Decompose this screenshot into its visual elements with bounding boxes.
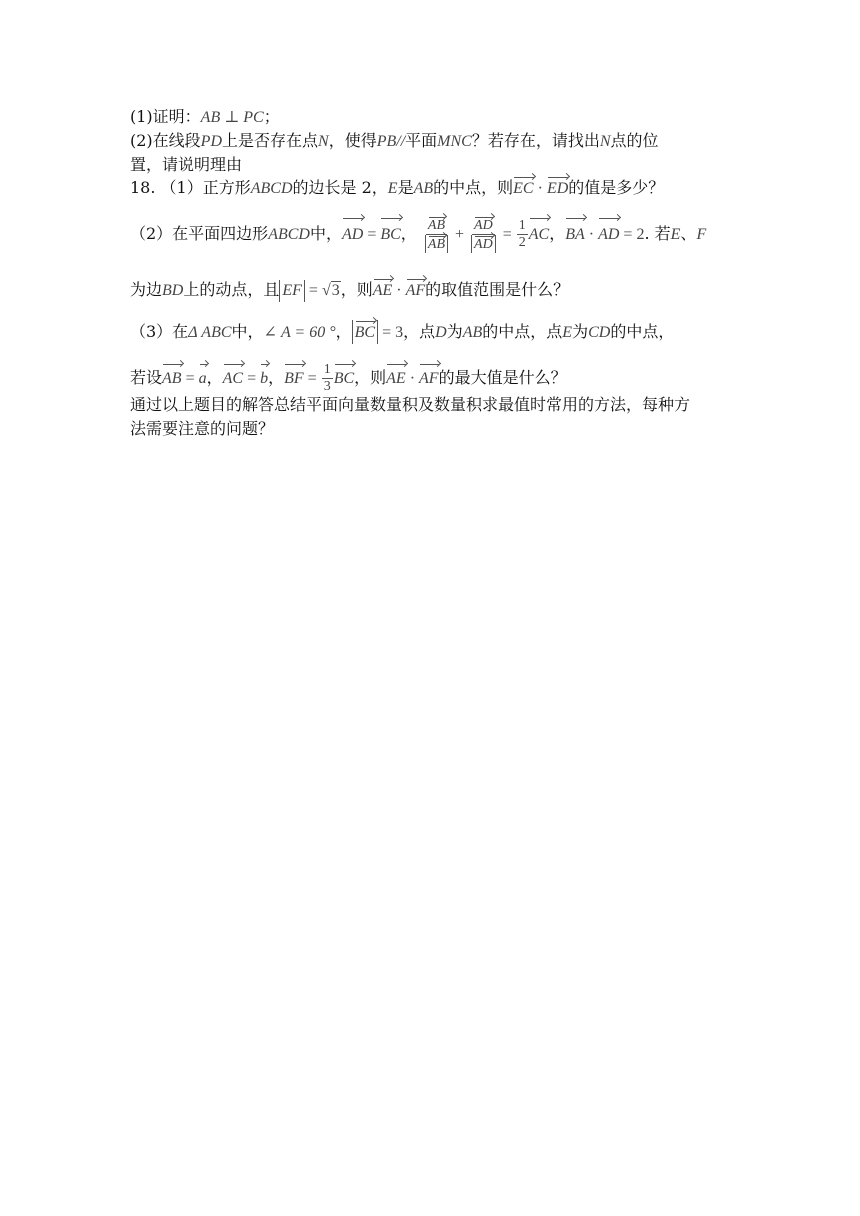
q18-part3-line2-c: 的最大值是什么？: [438, 368, 567, 387]
q18-part2-t2: . 若: [644, 224, 671, 243]
fraction-numerator: AD: [474, 218, 493, 233]
comma: ，: [268, 368, 285, 387]
fraction-denominator: 2: [518, 235, 526, 250]
comma: ，: [400, 224, 417, 243]
q17-part2-par: //: [396, 133, 406, 150]
segment-ab: AB: [462, 324, 483, 341]
q18-part3-t3: 为: [446, 322, 463, 341]
comma: ，: [549, 224, 566, 243]
angle-a: ∠ A = 60 °: [263, 324, 336, 341]
q17-part2-mnc: MNC: [437, 133, 472, 150]
q18-part1-t2: 是: [397, 178, 414, 197]
equals-sign: =: [303, 370, 321, 387]
q18-part1-t4: 的值是多少？: [568, 178, 665, 197]
q17-part1-label: (1)证明：: [130, 107, 201, 126]
equals-sign: =: [498, 226, 516, 243]
q18-part1-t3: 的中点，则: [433, 178, 514, 197]
q18-part3-line2-b: ，则: [354, 368, 387, 387]
dot-operator: ·: [533, 180, 547, 197]
vector-ac: AC: [223, 363, 243, 393]
point-f: F: [696, 226, 707, 243]
comma: ，: [335, 322, 352, 341]
q17-part2-t2: ，使得: [328, 131, 377, 150]
q18-part2-line2-a: 为边: [130, 280, 163, 299]
q17-part2-cont: 置，请说明理由: [130, 155, 243, 174]
q17-part1-line: [130, 106, 280, 129]
abs-ef: EF: [279, 280, 305, 302]
q17-part2-seg: PD: [200, 133, 222, 150]
q18-part3-t5: 为: [572, 322, 589, 341]
q18-part2-line: [130, 216, 706, 253]
q18-part3-line: [130, 320, 674, 344]
q18-part2-line2-d: 的取值范围是什么？: [425, 280, 570, 299]
q18-part1-line: [130, 176, 664, 200]
q18-part3-t4: 的中点，点: [482, 322, 563, 341]
vector-bf: BF: [284, 363, 304, 393]
comma: ，: [206, 368, 223, 387]
q18-part3-t6: 的中点，: [610, 322, 675, 341]
q17-part2-t3: 平面: [405, 131, 438, 150]
point-e: E: [670, 226, 681, 243]
dot-operator: ·: [584, 226, 599, 243]
dot-operator: ·: [392, 282, 406, 299]
q18-part3-label: （3）在: [130, 322, 189, 341]
plus-sign: +: [451, 226, 469, 243]
vector-ad: AD: [598, 217, 619, 251]
sqrt-radicand: 3: [331, 282, 340, 299]
equals-sign: =: [181, 370, 199, 387]
q17-part1-end: ；: [263, 107, 280, 126]
segment-bd: BD: [162, 282, 184, 299]
q18-part1-t1: 的边长是 2，: [292, 178, 388, 197]
vector-ae: AE: [373, 278, 393, 302]
fraction-numerator: AB: [427, 218, 446, 233]
vector-ab: AB: [162, 363, 182, 393]
point-d: D: [435, 324, 447, 341]
q18-part2-line2-c: ，则: [340, 280, 373, 299]
q18-part3-t2: ，点: [403, 322, 436, 341]
q18-part3-line2-a: 若设: [130, 368, 163, 387]
q18-part1-ab: AB: [413, 180, 434, 197]
dot-operator: ·: [405, 370, 420, 387]
fraction-ad-over-abs-ad: [469, 216, 498, 253]
abs-vector-bc: BC: [355, 320, 375, 344]
vector-ad: AD: [342, 217, 363, 251]
segment-cd: CD: [588, 324, 611, 341]
q17-part2-pb: PB: [376, 133, 397, 150]
equals-sign: =: [363, 226, 381, 243]
q18-part1-e: E: [387, 180, 398, 197]
q17-part2-line: [130, 130, 659, 153]
q18-part2-line2: [130, 278, 569, 302]
triangle-abc: Δ ABC: [188, 324, 232, 341]
summary-line-1: 通过以上题目的解答总结平面向量数量积及数量积求最值时常用的方法，每种方: [130, 395, 691, 414]
q17-part2-label: (2)在线段: [130, 131, 201, 150]
fraction-numerator: 1: [518, 218, 526, 233]
fraction-denominator: 3: [323, 379, 331, 394]
summary-line-2: 法需要注意的问题？: [130, 419, 275, 438]
fraction-one-half: [517, 218, 528, 251]
q18-part1-abcd: ABCD: [250, 180, 293, 197]
q17-part2-t5: 点的位: [610, 131, 659, 150]
separator: 、: [680, 224, 697, 243]
vector-ec: EC: [513, 176, 533, 200]
q18-part1-label: （1）正方形: [160, 178, 251, 197]
fraction-numerator: 1: [323, 362, 331, 377]
fraction-denominator: AD: [474, 237, 493, 252]
vector-bc: BC: [334, 363, 354, 393]
fraction-one-third: [322, 362, 333, 395]
q17-part2-pt: N: [318, 133, 329, 150]
fraction-denominator: AB: [427, 237, 446, 252]
sqrt-three: √3: [321, 282, 340, 299]
q17-part2-t4: ？若存在，请找出: [471, 131, 600, 150]
q17-part1-math: AB ⊥ PC: [200, 109, 264, 126]
vector-af: AF: [406, 278, 426, 302]
q18-part2-abcd: ABCD: [268, 226, 310, 243]
q18-part2-line2-b: 上的动点，且: [183, 280, 280, 299]
q18-part2-label: （2）在平面四边形: [130, 224, 269, 243]
equals-three: = 3: [378, 324, 404, 341]
point-e: E: [562, 324, 573, 341]
vector-ac: AC: [529, 217, 549, 251]
q17-part2-pt2: N: [599, 133, 611, 150]
vector-ae: AE: [386, 363, 406, 393]
equals-sign: =: [304, 282, 322, 299]
vector-b: b: [260, 363, 268, 393]
equals-sign: =: [243, 370, 261, 387]
vector-a: a: [199, 363, 207, 393]
vector-ba: BA: [565, 217, 585, 251]
q17-part2-t1: 上是否存在点: [222, 131, 319, 150]
q18-number: 18.: [130, 178, 156, 197]
fraction-ab-over-abs-ab: [423, 216, 450, 253]
vector-ed: ED: [547, 176, 568, 200]
vector-af: AF: [419, 363, 439, 393]
q18-part3-line2: [130, 362, 567, 395]
q18-part2-t1: 中，: [309, 224, 342, 243]
equals-two: = 2: [619, 226, 645, 243]
q18-part3-t1: 中，: [231, 322, 264, 341]
vector-bc: BC: [380, 217, 400, 251]
